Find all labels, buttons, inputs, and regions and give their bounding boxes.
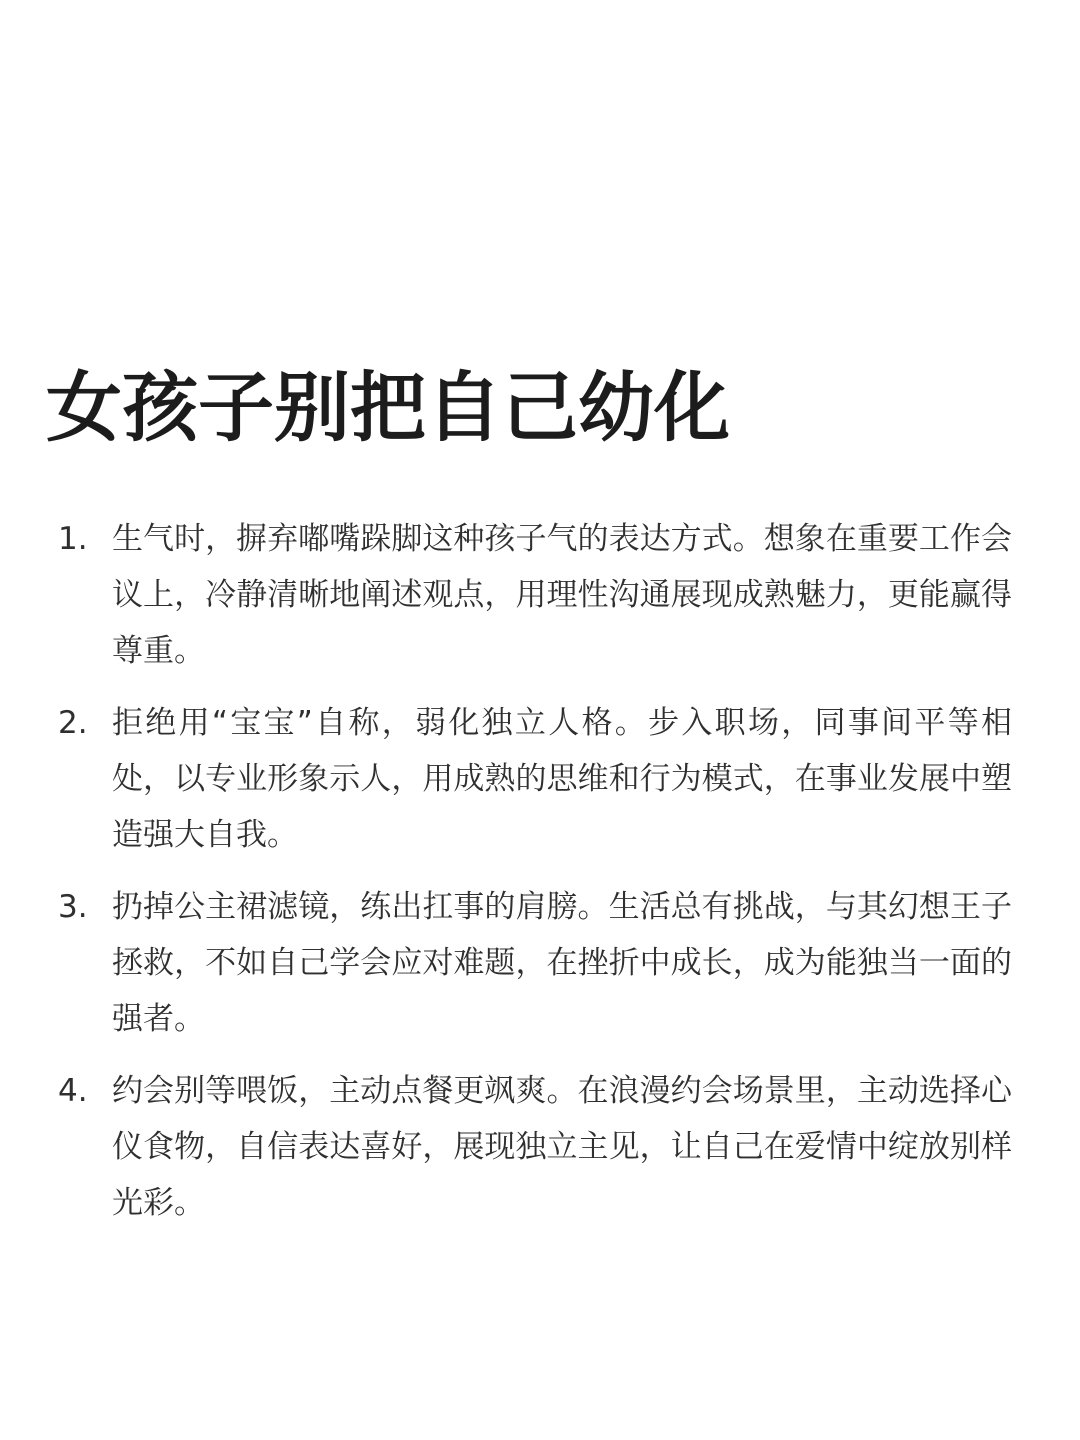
- list-item-number: 2.: [58, 705, 88, 741]
- list-item-number: 4.: [58, 1073, 88, 1109]
- list-item: [0, 511, 1080, 679]
- list-item-text: 生气时，摒弃嘟嘴跺脚这种孩子气的表达方式。想象在重要工作会议上，冷静清晰地阐述观点，用理性沟通展现成熟魅力，更能赢得尊重。: [112, 521, 1012, 669]
- page-title: 女孩子别把自己幼化: [46, 363, 730, 452]
- list-item: [0, 1063, 1080, 1231]
- list-item-text: 拒绝用“宝宝”自称，弱化独立人格。步入职场，同事间平等相处，以专业形象示人，用成熟的思维和行为模式，在事业发展中塑造强大自我。: [112, 705, 1012, 853]
- list-item: [0, 879, 1080, 1047]
- list-item-text: 扔掉公主裙滤镜，练出扛事的肩膀。生活总有挑战，与其幻想王子拯救，不如自己学会应对难题，在挫折中成长，成为能独当一面的强者。: [112, 889, 1012, 1037]
- list-item-number: 3.: [58, 889, 88, 925]
- list-item-number: 1.: [58, 521, 88, 557]
- list-item: [0, 695, 1080, 863]
- list-item-text: 约会别等喂饭，主动点餐更飒爽。在浪漫约会场景里，主动选择心仪食物，自信表达喜好，展现独立主见，让自己在爱情中绽放别样光彩。: [112, 1073, 1012, 1221]
- tips-list: [0, 511, 1080, 1247]
